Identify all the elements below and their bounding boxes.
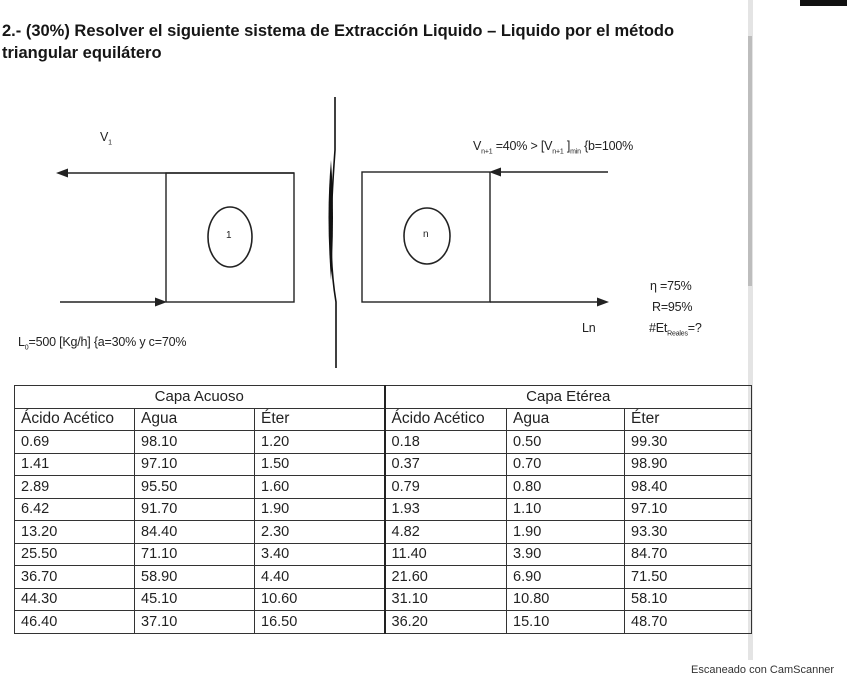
stage-1-label: 1 <box>226 230 232 241</box>
table-row <box>15 453 752 476</box>
table-cell: 71.50 <box>625 566 752 589</box>
vn1-arrowhead <box>489 168 501 177</box>
table-row <box>15 566 752 589</box>
v1-label: $V_1$ <box>100 130 112 147</box>
table-cell: 1.93 <box>385 498 507 521</box>
table-cell: 71.10 <box>135 543 255 566</box>
table-cell: 93.30 <box>625 521 752 544</box>
table-cell: 1.90 <box>507 521 625 544</box>
table-cell: 25.50 <box>15 543 135 566</box>
table-cell: 46.40 <box>15 611 135 634</box>
table-cell: 1.90 <box>255 498 385 521</box>
table-cell: 0.18 <box>385 431 507 454</box>
col-ether-aqueous: Éter <box>255 408 385 431</box>
table-cell: 0.79 <box>385 476 507 499</box>
table-cell: 2.30 <box>255 521 385 544</box>
scanner-watermark: Escaneado con CamScanner <box>691 664 835 676</box>
table-cell: 13.20 <box>15 521 135 544</box>
table-cell: 97.10 <box>135 453 255 476</box>
table-cell: 0.80 <box>507 476 625 499</box>
table-cell: 44.30 <box>15 588 135 611</box>
table-row <box>15 588 752 611</box>
table-row <box>15 476 752 499</box>
table-cell: 3.40 <box>255 543 385 566</box>
table-cell: 98.90 <box>625 453 752 476</box>
vn1-label: $V_{n+1} =40\% > [V_{n+1}$ ]$_{min}$ {b=100% <box>473 139 634 156</box>
table-cell: 97.10 <box>625 498 752 521</box>
table-cell: 98.10 <box>135 431 255 454</box>
table-row <box>15 431 752 454</box>
table-cell: 11.40 <box>385 543 507 566</box>
col-ether-ether: Éter <box>625 408 752 431</box>
table-cell: 1.41 <box>15 453 135 476</box>
table-cell: 16.50 <box>255 611 385 634</box>
col-acetic-aqueous: Ácido Acético <box>15 408 135 431</box>
table-cell: 15.10 <box>507 611 625 634</box>
table-cell: 1.20 <box>255 431 385 454</box>
table-cell: 31.10 <box>385 588 507 611</box>
table-cell: 6.42 <box>15 498 135 521</box>
table-cell: 37.10 <box>135 611 255 634</box>
table-cell: 10.60 <box>255 588 385 611</box>
table-cell: 36.20 <box>385 611 507 634</box>
table-cell: 45.10 <box>135 588 255 611</box>
equilibrium-table <box>14 385 752 634</box>
table-cell: 98.40 <box>625 476 752 499</box>
table-cell: 3.90 <box>507 543 625 566</box>
table-cell: 0.50 <box>507 431 625 454</box>
table-cell: 10.80 <box>507 588 625 611</box>
table-cell: 0.69 <box>15 431 135 454</box>
l0-label: $L_0=500$ [Kg/h] {a=30% y c=70% <box>18 335 187 352</box>
l0-arrowhead <box>155 298 167 307</box>
recovery-label: R=95% <box>652 300 693 314</box>
group-ether: Capa Etérea <box>385 386 752 409</box>
table-cell: 1.50 <box>255 453 385 476</box>
table-cell: 21.60 <box>385 566 507 589</box>
real-stages-label: $\#Et_{Reales}=$? <box>649 321 702 338</box>
ln-arrowhead <box>597 298 609 307</box>
table-cell: 0.70 <box>507 453 625 476</box>
table-cell: 4.40 <box>255 566 385 589</box>
table-cell: 48.70 <box>625 611 752 634</box>
table-cell: 0.37 <box>385 453 507 476</box>
table-cell: 36.70 <box>15 566 135 589</box>
efficiency-label: η =75% <box>650 279 692 293</box>
table-cell: 91.70 <box>135 498 255 521</box>
table-cell: 4.82 <box>385 521 507 544</box>
stage-n-label: n <box>423 229 429 240</box>
col-water-aqueous: Agua <box>135 408 255 431</box>
ln-label: Ln <box>582 321 596 335</box>
table-cell: 58.10 <box>625 588 752 611</box>
table-cell: 58.90 <box>135 566 255 589</box>
group-aqueous: Capa Acuoso <box>15 386 385 409</box>
table-row <box>15 498 752 521</box>
problem-title: 2.- (30%) Resolver el siguiente sistema de Extracción Liquido – Liquido por el método triangular equilátero <box>2 22 675 62</box>
table-cell: 1.60 <box>255 476 385 499</box>
table-row <box>15 543 752 566</box>
v1-arrowhead <box>56 169 68 178</box>
table-cell: 84.40 <box>135 521 255 544</box>
table-cell: 6.90 <box>507 566 625 589</box>
table-cell: 99.30 <box>625 431 752 454</box>
table-row <box>15 521 752 544</box>
col-acetic-ether: Ácido Acético <box>385 408 507 431</box>
table-cell: 84.70 <box>625 543 752 566</box>
table-cell: 1.10 <box>507 498 625 521</box>
column-header-row <box>15 408 752 431</box>
group-header-row <box>15 386 752 409</box>
table-cell: 2.89 <box>15 476 135 499</box>
table-cell: 95.50 <box>135 476 255 499</box>
table-row <box>15 611 752 634</box>
col-water-ether: Agua <box>507 408 625 431</box>
